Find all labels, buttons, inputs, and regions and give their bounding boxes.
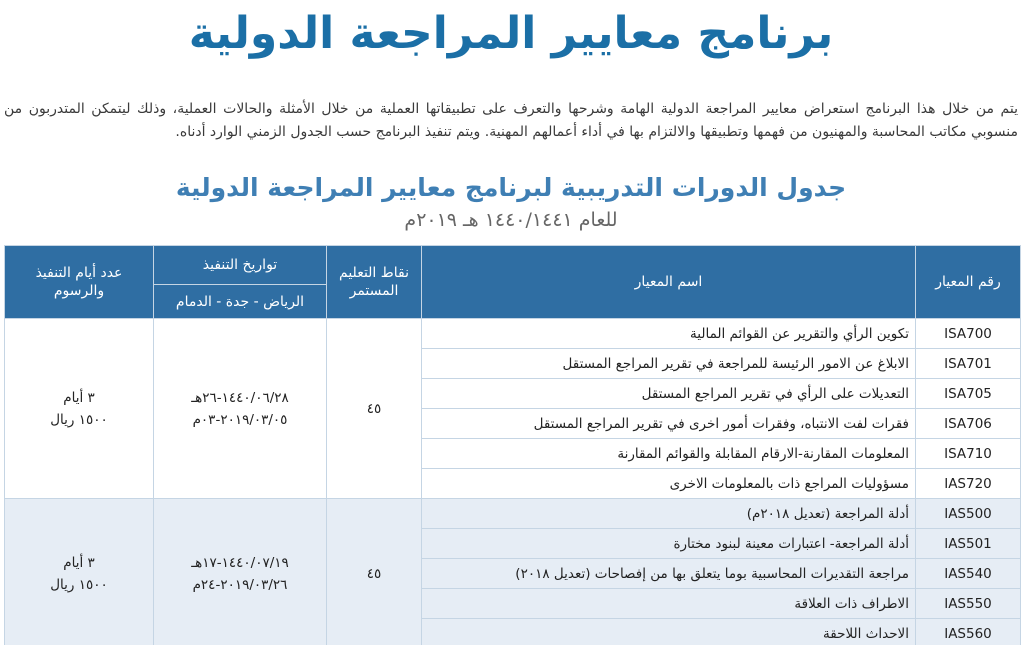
table-row <box>5 319 1021 349</box>
standard-name: الاطراف ذات العلاقة <box>422 589 916 619</box>
header-days-fees: عدد أيام التنفيذ والرسوم <box>5 246 154 319</box>
standard-code: ISA701 <box>916 349 1021 379</box>
dates-gregorian: ٢٠١٩/٠٣/٢٦-٢٤م <box>192 576 288 593</box>
table-row <box>5 499 1021 529</box>
days-count: ٣ أيام <box>63 389 95 406</box>
standard-name: أدلة المراجعة (تعديل ٢٠١٨م) <box>422 499 916 529</box>
standard-name: المعلومات المقارنة-الارقام المقابلة والقوائم المقارنة <box>422 439 916 469</box>
standard-code: IAS500 <box>916 499 1021 529</box>
header-cities: الرياض - جدة - الدمام <box>154 285 327 319</box>
header-name: اسم المعيار <box>422 246 916 319</box>
dates-hijri: ١٤٤٠/٠٧/١٩-١٧هـ <box>191 554 289 571</box>
standard-code: IAS540 <box>916 559 1021 589</box>
schedule-table <box>4 245 1021 645</box>
schedule-title: جدول الدورات التدريبية لبرنامج معايير المراجعة الدولية <box>175 173 847 202</box>
execution-dates <box>154 319 327 499</box>
standard-name: الاحداث اللاحقة <box>422 619 916 645</box>
standard-code: ISA706 <box>916 409 1021 439</box>
dates-gregorian: ٢٠١٩/٠٣/٠٥-٠٣م <box>192 411 288 428</box>
header-code: رقم المعيار <box>916 246 1021 319</box>
standard-name: مسؤوليات المراجع ذات بالمعلومات الاخرى <box>422 469 916 499</box>
standard-code: ISA700 <box>916 319 1021 349</box>
standard-name: مراجعة التقديرات المحاسبية بوما يتعلق بها من إفصاحات (تعديل ٢٠١٨) <box>422 559 916 589</box>
cpe-points: ٤٥ <box>327 319 422 499</box>
header-dates: تواريخ التنفيذ <box>154 246 327 285</box>
standard-code: IAS501 <box>916 529 1021 559</box>
execution-dates <box>154 499 327 645</box>
days-count: ٣ أيام <box>63 554 95 571</box>
page-title: برنامج معايير المراجعة الدولية <box>188 8 834 59</box>
intro-paragraph: يتم من خلال هذا البرنامج استعراض معايير المراجعة الدولية الهامة وشرحها والتعرف على تطبيقاتها العملية من خلال الأمثلة والحالات العملية، وذلك ليتمكن المتدربون من منسوبي مكاتب المحاسبة والمهنيون من فهمها وتطبيقها والالتزام بها في أداء أعمالهم المهنية. ويتم تنفيذ البرنامج حسب الجدول الزمني الوارد أدناه. <box>4 101 1018 140</box>
standard-code: IAS720 <box>916 469 1021 499</box>
dates-hijri: ١٤٤٠/٠٦/٢٨-٢٦هـ <box>191 389 289 406</box>
standard-name: فقرات لفت الانتباه، وفقرات أمور اخرى في تقرير المراجع المستقل <box>422 409 916 439</box>
standard-name: تكوين الرأي والتقرير عن القوائم المالية <box>422 319 916 349</box>
course-group-2 <box>5 499 1021 645</box>
standard-name: أدلة المراجعة- اعتبارات معينة لبنود مختارة <box>422 529 916 559</box>
cpe-points: ٤٥ <box>327 499 422 645</box>
standard-code: ISA705 <box>916 379 1021 409</box>
header-cpe: نقاط التعليم المستمر <box>327 246 422 319</box>
fee: ١٥٠٠ ريال <box>50 411 108 428</box>
days-and-fees <box>5 319 154 499</box>
schedule-year: للعام ١٤٤٠/١٤٤١ هـ ٢٠١٩م <box>404 209 618 231</box>
standard-name: التعديلات على الرأي في تقرير المراجع المستقل <box>422 379 916 409</box>
standard-code: IAS550 <box>916 589 1021 619</box>
course-group-1 <box>5 319 1021 499</box>
fee: ١٥٠٠ ريال <box>50 576 108 593</box>
standard-code: IAS560 <box>916 619 1021 645</box>
standard-name: الابلاغ عن الامور الرئيسة للمراجعة في تقرير المراجع المستقل <box>422 349 916 379</box>
days-and-fees <box>5 499 154 645</box>
standard-code: ISA710 <box>916 439 1021 469</box>
